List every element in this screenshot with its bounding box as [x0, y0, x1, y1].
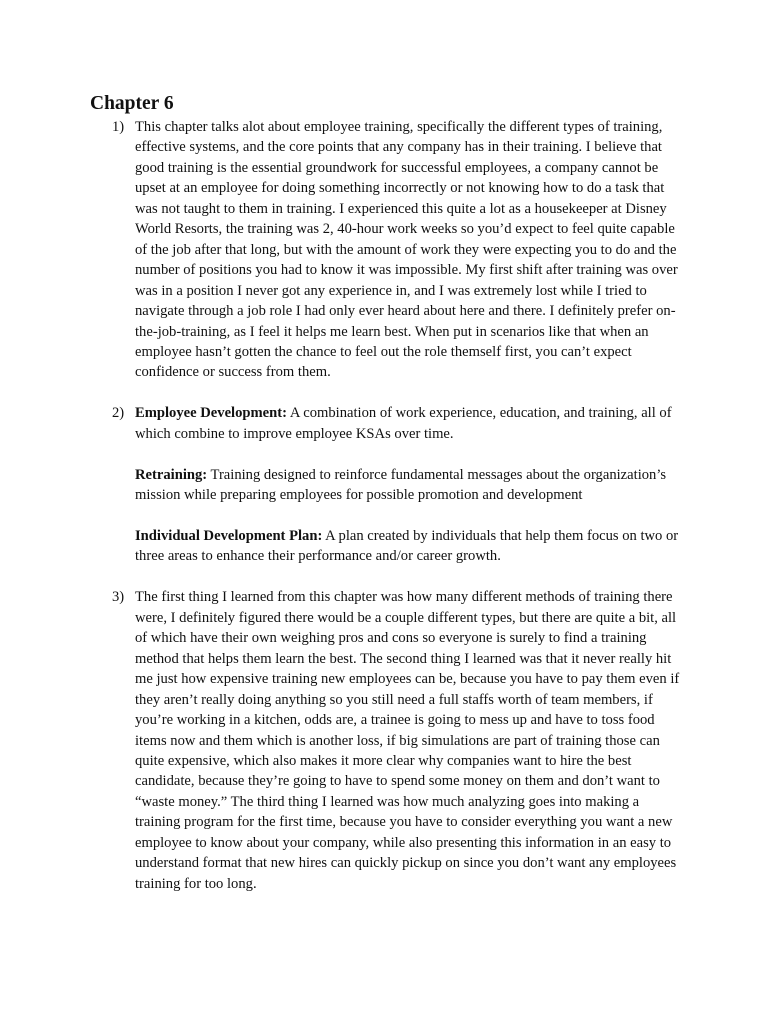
definition-text: A combination of work experience, education, and training, all of which combine to improve employee KSAs over time. [135, 405, 672, 442]
definition-text: Training designed to reinforce fundamental messages about the organization’s mission while preparing employees for possible promotion and development [135, 466, 667, 504]
definition-term: Employee Development: [135, 405, 287, 422]
reflection-paragraph: This chapter talks alot about employee training, specifically the different types of training, effective systems, and the core points that any company has in their training. I believe that good training is the essential groundwork for successful employees, a company cannot be upset at an employee for doing something incorrectly or not knowing how to do a task that was not taught to them in training. I experienced this quite a lot as a housekeeper at Disney World Resorts, the training was 2, 40-hour work weeks so you’d expect to feel quite capable of the job after that long, but with the amount of work they were expecting you to do and the number of positions you had to know it was impossible. My first shift after training was over was in a position I never got any experience in, and I was extremely lost while I tried to navigate through a job role I had only ever heard about here and there. I definitely prefer on-the-job-training, as I feel it helps me learn best. When put in scenarios like that when an employee hasn’t gotten the chance to feel out the role themself first, you can’t expect confidence or success from them. [135, 119, 678, 381]
paragraph-spacer [135, 506, 680, 526]
list-item-number: 2) [112, 405, 125, 422]
definition-retraining [135, 465, 680, 506]
list-item-3 [0, 587, 680, 894]
paragraph-spacer [0, 383, 768, 403]
list-item-number: 1) [112, 119, 125, 135]
definition-employee-development [135, 403, 680, 444]
chapter-title: Chapter 6 [90, 93, 174, 114]
definition-term: Retraining: [135, 466, 208, 483]
list-item-number: 3) [112, 589, 125, 606]
paragraph-spacer [0, 567, 768, 587]
definition-text: A plan created by individuals that help them focus on two or three areas to enhance their performance and/or career growth. [135, 528, 679, 565]
reflection-paragraph: The first thing I learned from this chapter was how many different methods of training there were, I definitely figured there would be a couple different types, but there are quite a bit, all of which have their own weighing pros and cons so everyone is surely to find a training method that helps them learn the best. The second thing I learned was that it never really hit me just how expensive training new employees can be, because you have to pay them even if they aren’t really doing anything so you still need a full staffs worth of team members, if you’re working in a kitchen, odds are, a trainee is going to mess up and have to toss food items now and them which is another loss, if big simulations are part of training those can quite expensive, which also makes it more clear why companies want to hire the best candidate, because they’re going to have to spend some money on them and don’t want to “waste money.” The third thing I learned was how much analyzing goes into making a training program for the first time, because you have to consider everything you want a new employee to know about your company, while also presenting this information in an easy to understand format that new hires can quickly pickup on since you don’t want any employees training for too long. [135, 589, 680, 892]
definition-individual-development-plan [135, 526, 680, 567]
numbered-list [0, 117, 768, 894]
paragraph-spacer [135, 444, 680, 464]
list-item-2 [0, 403, 680, 567]
list-item-1 [0, 117, 680, 383]
definition-term: Individual Development Plan: [135, 528, 323, 545]
